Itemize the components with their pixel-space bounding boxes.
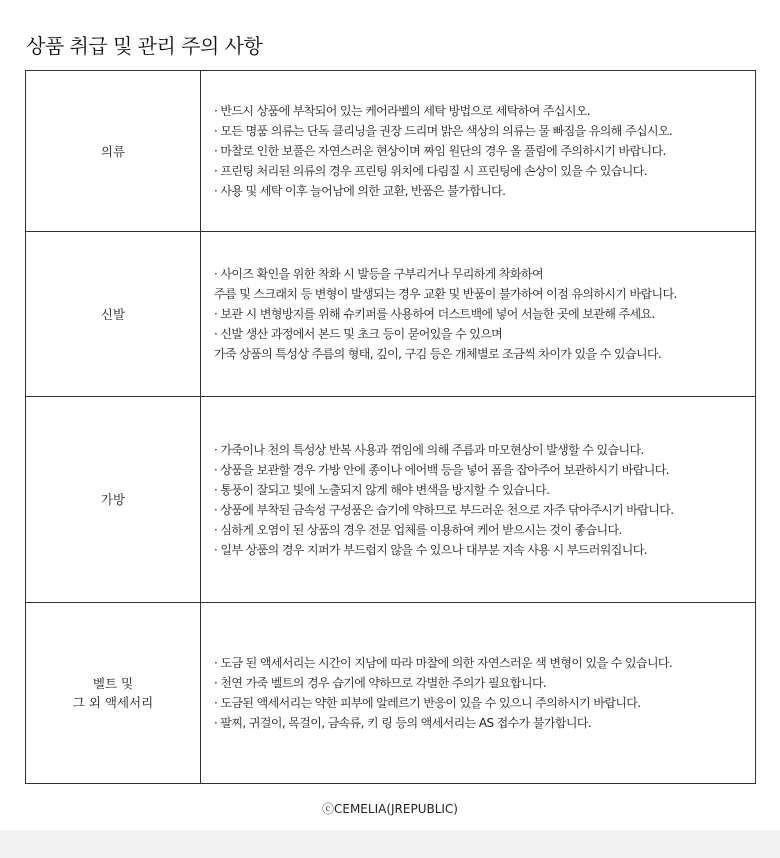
care-note: · 가죽이나 천의 특성상 반복 사용과 꺾임에 의해 주름과 마모현상이 발생할 수 있습니다. — [214, 442, 644, 457]
care-note: · 천연 가죽 벨트의 경우 습기에 약하므로 각별한 주의가 필요합니다. — [214, 676, 547, 690]
care-note: · 심하게 오염이 된 상품의 경우 전문 업체를 이용하여 케어 받으시는 것이 좋습니다. — [214, 522, 622, 537]
care-note: · 도금된 액세서리는 약한 피부에 알레르기 반응이 있을 수 있으니 주의하시기 바랍니다. — [214, 696, 641, 710]
category-label: 신발 — [100, 306, 126, 322]
care-note: · 사이즈 확인을 위한 착화 시 발등을 구부리거나 무리하게 착화하여 — [214, 267, 543, 281]
care-note: · 신발 생산 과정에서 본드 및 초크 등이 묻어있을 수 있으며 — [214, 327, 503, 341]
copyright-text: ⓒCEMELIA(JREPUBLIC) — [321, 802, 458, 816]
notes-cell-clothing — [201, 71, 756, 232]
category-cell-clothing — [26, 71, 201, 232]
category-cell-accessories — [26, 603, 201, 784]
category-cell-bags — [26, 397, 201, 603]
table-row-bags — [26, 397, 756, 603]
care-note: · 상품을 보관할 경우 가방 안에 종이나 에어백 등을 넣어 폼을 잡아주어 보관하시기 바랍니다. — [214, 462, 669, 477]
care-instructions-table — [25, 70, 756, 784]
care-note: · 프린팅 처리된 의류의 경우 프린팅 위치에 다림질 시 프린팅에 손상이 있을 수 있습니다. — [214, 164, 647, 178]
care-note: · 상품에 부착된 금속성 구성품은 습기에 약하므로 부드러운 천으로 자주 닦아주시기 바랍니다. — [214, 502, 674, 517]
care-note: · 팔찌, 귀걸이, 목걸이, 금속류, 키 링 등의 액세서리는 AS 접수가 불가합니다. — [214, 716, 592, 730]
category-label-line: 그 외 액세서리 — [72, 695, 154, 710]
page-title: 상품 취급 및 관리 주의 사항 — [26, 34, 263, 58]
category-label: 가방 — [100, 492, 126, 507]
bottom-strip — [0, 830, 780, 858]
care-note: · 통풍이 잘되고 빛에 노출되지 않게 해야 변색을 방지할 수 있습니다. — [214, 482, 550, 497]
table-row-clothing — [26, 71, 756, 232]
category-cell-shoes — [26, 232, 201, 397]
notes-cell-shoes — [201, 232, 756, 397]
care-note: 주름 및 스크래치 등 변형이 발생되는 경우 교환 및 반품이 불가하여 이점 유의하시기 바랍니다. — [214, 287, 677, 301]
notes-cell-bags — [201, 397, 756, 603]
care-note: · 보관 시 변형방지를 위해 슈키퍼를 사용하여 더스트백에 넣어 서늘한 곳에 보관해 주세요. — [214, 307, 655, 321]
care-note: · 마찰로 인한 보풀은 자연스러운 현상이며 짜임 원단의 경우 올 풀림에 주의하시기 바랍니다. — [214, 144, 666, 158]
care-note: · 도금 된 액세서리는 시간이 지남에 따라 마찰에 의한 자연스러운 색 변형이 있을 수 있습니다. — [214, 656, 673, 670]
care-note: · 일부 상품의 경우 지퍼가 부드럽지 않을 수 있으나 대부분 지속 사용 시 부드러워집니다. — [214, 542, 647, 557]
notes-cell-accessories — [201, 603, 756, 784]
care-note: · 모든 명품 의류는 단독 클리닝을 권장 드리며 밝은 색상의 의류는 물 빠짐을 유의해 주십시오. — [214, 124, 673, 138]
care-note: · 사용 및 세탁 이후 늘어남에 의한 교환, 반품은 불가합니다. — [214, 184, 506, 198]
table-row-shoes — [26, 232, 756, 397]
category-label: 의류 — [100, 143, 126, 159]
care-note: 가죽 상품의 특성상 주름의 형태, 깊이, 구김 등은 개체별로 조금씩 차이가 있을 수 있습니다. — [214, 347, 662, 361]
table-row-accessories — [26, 603, 756, 784]
category-label-line: 벨트 및 — [92, 676, 134, 691]
care-note: · 반드시 상품에 부착되어 있는 케어라벨의 세탁 방법으로 세탁하여 주십시오. — [214, 104, 591, 118]
